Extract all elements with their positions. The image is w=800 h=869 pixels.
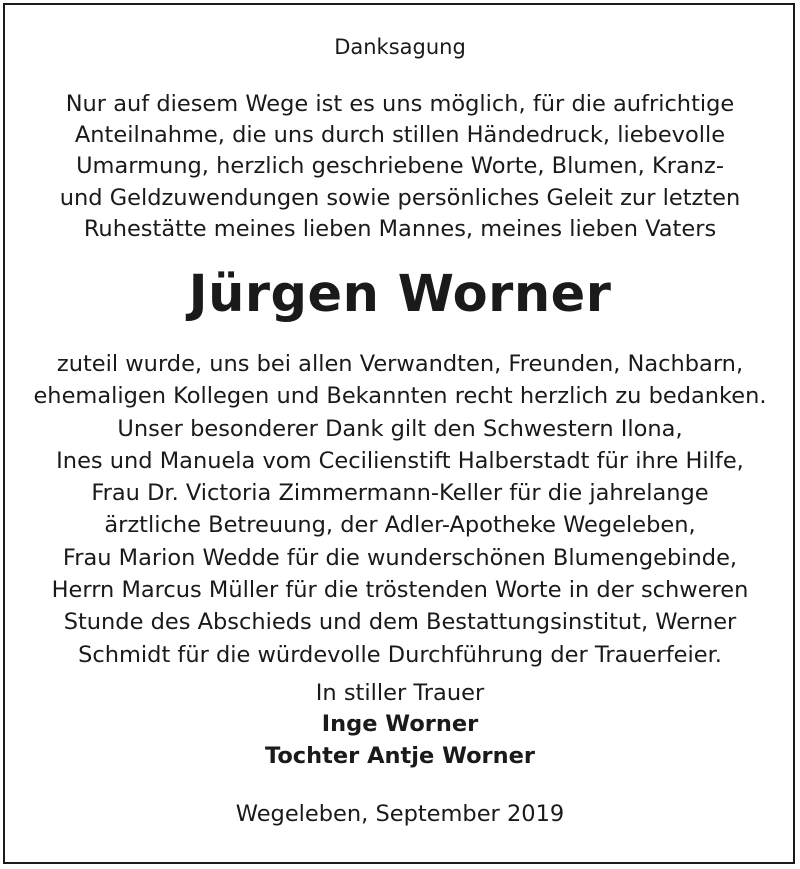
intro-line: und Geldzuwendungen sowie persönliches Geleit zur letzten	[59, 184, 741, 211]
thanks-line: Stunde des Abschieds und dem Bestattungsinstitut, Werner	[63, 609, 737, 636]
thanks-line: Ines und Manuela vom Cecilienstift Halberstadt für ihre Hilfe,	[56, 447, 744, 474]
deceased-name: Jürgen Worner	[188, 265, 612, 324]
place-date: Wegeleben, September 2019	[235, 801, 565, 827]
thanks-line: Herrn Marcus Müller für die tröstenden Worte in der schweren	[51, 577, 749, 604]
thanks-line: Schmidt für die würdevolle Durchführung der Trauerfeier.	[78, 641, 722, 668]
notice-heading: Danksagung	[334, 35, 466, 59]
intro-line: Umarmung, herzlich geschriebene Worte, Blumen, Kranz-	[76, 153, 724, 180]
intro-line: Anteilnahme, die uns durch stillen Händedruck, liebevolle	[74, 122, 726, 149]
thanks-line: Unser besonderer Dank gilt den Schwestern Ilona,	[117, 415, 683, 442]
mourner-name: Tochter Antje Worner	[264, 743, 536, 769]
thanks-line: zuteil wurde, uns bei allen Verwandten, Freunden, Nachbarn,	[56, 351, 744, 377]
thanks-line: Frau Marion Wedde für die wunderschönen Blumengebinde,	[62, 544, 738, 571]
intro-paragraph	[0, 89, 800, 245]
intro-line: Ruhestätte meines lieben Mannes, meines lieben Vaters	[83, 215, 717, 242]
thanks-paragraph	[0, 348, 800, 671]
intro-line: Nur auf diesem Wege ist es uns möglich, für die aufrichtige	[65, 91, 735, 117]
mourning-intro: In stiller Trauer	[315, 680, 485, 706]
mourner-name: Inge Worner	[321, 711, 479, 737]
thanks-line: ehemaligen Kollegen und Bekannten recht herzlich zu bedanken.	[33, 383, 767, 410]
thanks-line: ärztliche Betreuung, der Adler-Apotheke Wegeleben,	[104, 512, 696, 539]
thanks-line: Frau Dr. Victoria Zimmermann-Keller für die jahrelange	[91, 480, 709, 507]
